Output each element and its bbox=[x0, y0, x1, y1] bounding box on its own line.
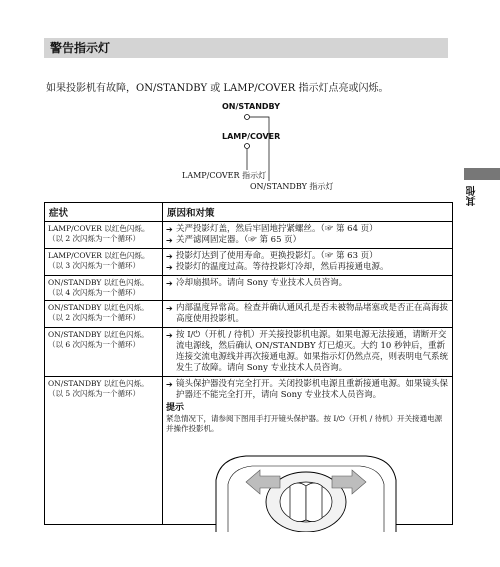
side-tab-marker bbox=[464, 168, 500, 180]
symptom-line: （以 4 次闪烁为一个循环） bbox=[48, 288, 141, 297]
action-cell bbox=[163, 222, 453, 249]
symptom-line: LAMP/COVER 以红色闪烁。 bbox=[48, 224, 150, 233]
action-text: 关严投影灯盖，然后牢固地拧紧螺丝。（☞ 第 64 页） bbox=[176, 224, 378, 234]
action-cell bbox=[163, 249, 453, 276]
action-cell bbox=[163, 276, 453, 301]
lamp-cover-label: LAMP/COVER bbox=[222, 132, 281, 141]
action-text: 关严滤网固定器。（☞ 第 65 页） bbox=[176, 235, 302, 245]
symptom-cell bbox=[45, 276, 163, 301]
symptom-line: ON/STANDBY 以红色闪烁。 bbox=[48, 303, 149, 312]
action-text: 镜头保护器没有完全打开。关闭投影机电源且重新接通电源。如果镜头保护器还不能完全打开，请向 Sony 专业技术人员咨询。 bbox=[176, 379, 449, 400]
table-header-row bbox=[45, 203, 453, 222]
arrow-icon: ➔ bbox=[166, 331, 173, 340]
symptom-cell bbox=[45, 249, 163, 276]
section-title: 警告指示灯 bbox=[44, 38, 448, 58]
table-row bbox=[45, 377, 453, 525]
arrow-icon: ➔ bbox=[166, 380, 173, 389]
action-cell bbox=[163, 377, 453, 525]
on-standby-label: ON/STANDBY bbox=[222, 102, 280, 111]
side-tab-label: 其他 bbox=[467, 186, 478, 206]
arrow-icon: ➔ bbox=[166, 304, 173, 313]
symptom-line: （以 6 次闪烁为一个循环） bbox=[48, 340, 141, 349]
table-row bbox=[45, 276, 453, 301]
symptom-line: ON/STANDBY 以红色闪烁。 bbox=[48, 379, 149, 388]
tip-body: 紧急情况下，请参阅下图用手打开镜头保护器。按 I/⏻（开机 / 待机）开关接通电源并操作投影机。 bbox=[166, 414, 443, 433]
symptom-line: （以 2 次闪烁为一个循环） bbox=[48, 234, 141, 243]
symptom-line: （以 2 次闪烁为一个循环） bbox=[48, 313, 141, 322]
action-text: 内部温度异常高。检查并确认通风孔是否未被物品堵塞或是否正在高海拔高度使用投影机。 bbox=[176, 303, 449, 324]
header-symptom: 症状 bbox=[45, 203, 163, 222]
table-row bbox=[45, 328, 453, 377]
arrow-icon: ➔ bbox=[166, 236, 173, 245]
symptom-line: ON/STANDBY 以红色闪烁。 bbox=[48, 330, 149, 339]
arrow-icon: ➔ bbox=[166, 279, 173, 288]
action-cell bbox=[163, 301, 453, 328]
action-cell bbox=[163, 328, 453, 377]
indicator-diagram bbox=[170, 100, 350, 196]
on-standby-caption: ON/STANDBY 指示灯 bbox=[250, 182, 334, 191]
header-action: 原因和对策 bbox=[163, 203, 453, 222]
lamp-cover-caption: LAMP/COVER 指示灯 bbox=[182, 171, 267, 180]
action-text: 投影灯达到了使用寿命。更换投影灯。（☞ 第 63 页） bbox=[176, 251, 378, 261]
table-row bbox=[45, 222, 453, 249]
symptom-line: ON/STANDBY 以红色闪烁。 bbox=[48, 278, 149, 287]
symptom-cell bbox=[45, 377, 163, 525]
symptom-line: （以 3 次闪烁为一个循环） bbox=[48, 261, 141, 270]
arrow-icon: ➔ bbox=[166, 263, 173, 272]
table-row bbox=[45, 301, 453, 328]
table-row bbox=[45, 249, 453, 276]
symptom-cell bbox=[45, 328, 163, 377]
arrow-icon: ➔ bbox=[166, 252, 173, 261]
arrow-icon: ➔ bbox=[166, 225, 173, 234]
projector-illustration bbox=[166, 434, 449, 522]
action-text: 投影灯的温度过高。等待投影灯冷却，然后再接通电源。 bbox=[176, 262, 389, 272]
symptom-cell bbox=[45, 301, 163, 328]
projector-hands-drawing bbox=[206, 440, 406, 532]
fault-table bbox=[44, 202, 453, 525]
symptom-line: LAMP/COVER 以红色闪烁。 bbox=[48, 251, 150, 260]
tip-title: 提示 bbox=[166, 403, 185, 413]
intro-text: 如果投影机有故障，ON/STANDBY 或 LAMP/COVER 指示灯点亮或闪烁。 bbox=[46, 83, 389, 94]
symptom-line: （以 5 次闪烁为一个循环） bbox=[48, 389, 141, 398]
action-text: 按 I/⏻（开机 / 待机）开关接投影机电源。如果电源无法接通，请断开交流电源线，然后确认 ON/STANDBY 灯已熄灭。大约 10 秒钟后，重新连接交流电源线并再次接通电源。如果指示灯仍然点亮，则表明电气系统发生了故障。请向 Sony 专业技术人员咨询。 bbox=[176, 330, 449, 373]
action-text: 冷却扇损坏。请向 Sony 专业技术人员咨询。 bbox=[176, 278, 348, 288]
symptom-cell bbox=[45, 222, 163, 249]
